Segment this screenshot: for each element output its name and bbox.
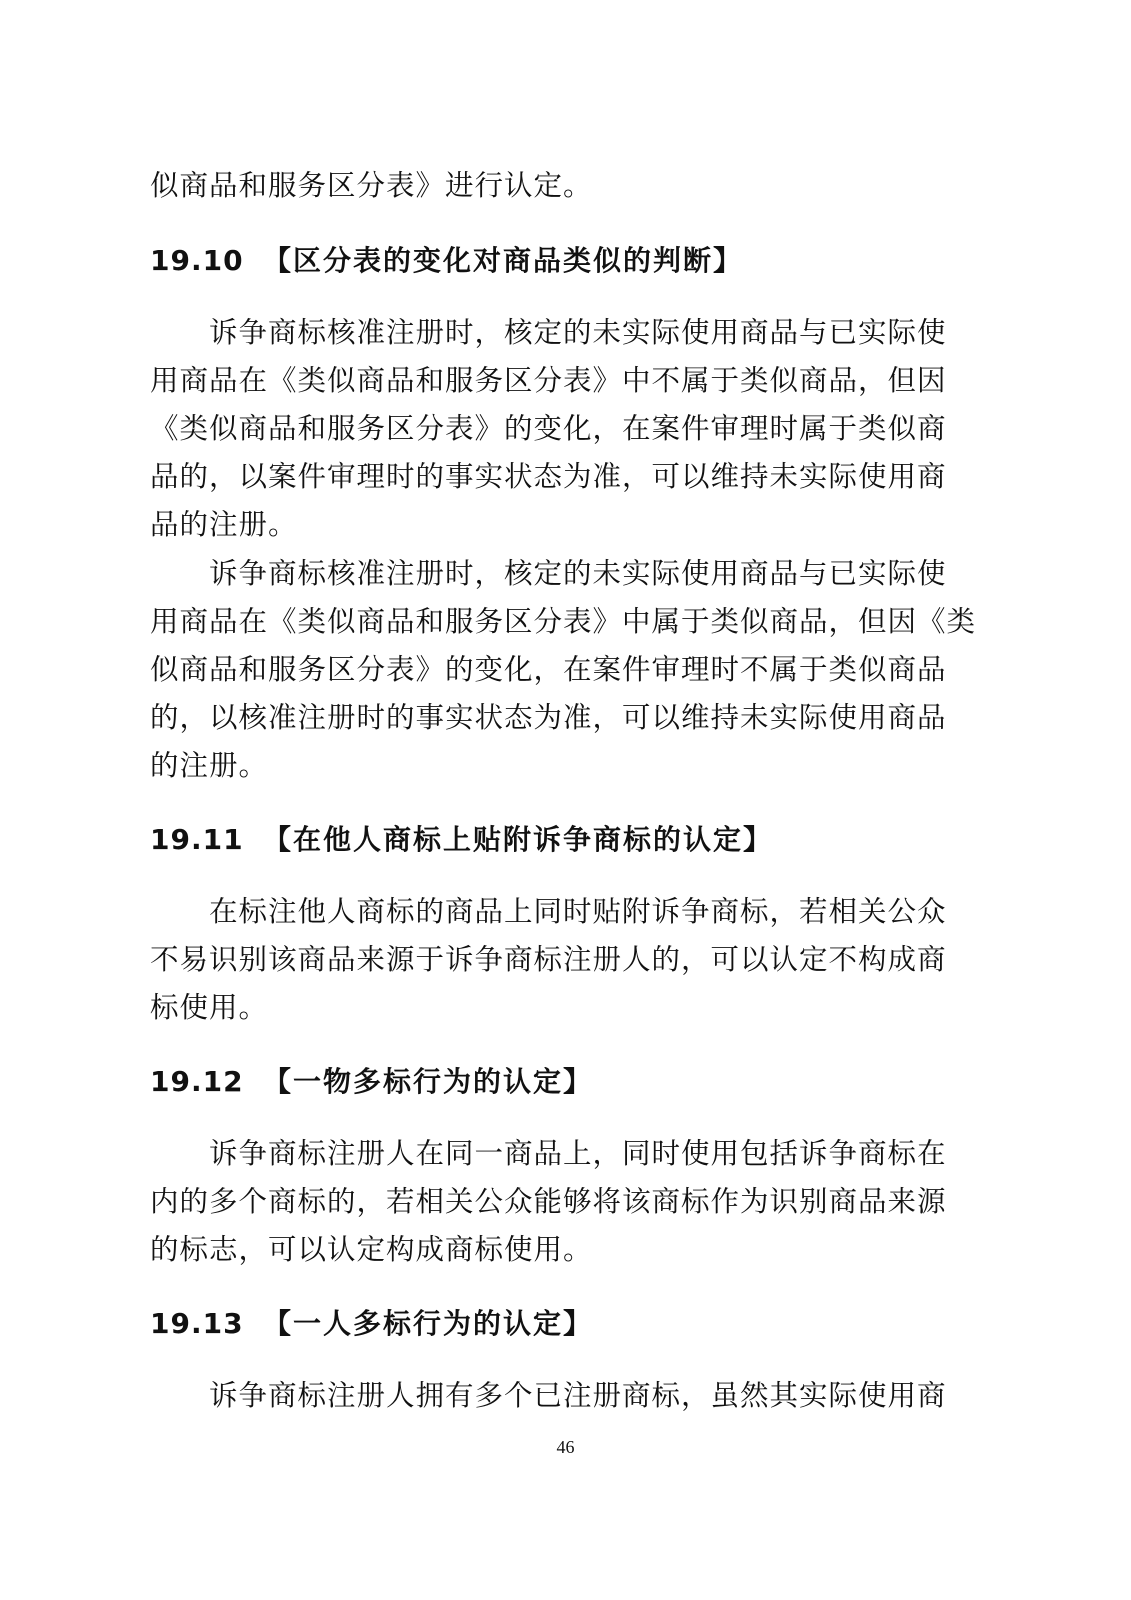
paragraph-line: 的，以核准注册时的事实状态为准，可以维持未实际使用商品	[150, 701, 947, 734]
paragraph-line: 诉争商标核准注册时，核定的未实际使用商品与已实际使	[209, 316, 947, 349]
paragraph-line: 标使用。	[150, 991, 269, 1024]
paragraph-line: 诉争商标注册人拥有多个已注册商标，虽然其实际使用商	[209, 1379, 947, 1412]
section-title: 【区分表的变化对商品类似的判断】	[263, 244, 744, 277]
section-number: 19.12	[150, 1065, 244, 1098]
paragraph-line: 在标注他人商标的商品上同时贴附诉争商标，若相关公众	[209, 895, 947, 928]
paragraph-line: 用商品在《类似商品和服务区分表》中不属于类似商品，但因	[150, 364, 947, 397]
paragraph-line: 的注册。	[150, 749, 269, 782]
continuation-line: 似商品和服务区分表》进行认定。	[150, 169, 593, 202]
paragraph-line: 品的注册。	[150, 508, 298, 541]
page-number: 46	[556, 1437, 575, 1457]
paragraph-line: 不易识别该商品来源于诉争商标注册人的，可以认定不构成商	[150, 943, 947, 976]
section-heading	[150, 1062, 593, 1102]
section-title: 【在他人商标上贴附诉争商标的认定】	[263, 823, 774, 856]
paragraph-line: 似商品和服务区分表》的变化，在案件审理时不属于类似商品	[150, 653, 947, 686]
paragraph-line: 品的，以案件审理时的事实状态为准，可以维持未实际使用商	[150, 460, 947, 493]
paragraph-line: 的标志，可以认定构成商标使用。	[150, 1233, 593, 1266]
paragraph-line: 《类似商品和服务区分表》的变化，在案件审理时属于类似商	[150, 412, 947, 445]
section-heading	[150, 820, 773, 860]
section-number: 19.13	[150, 1307, 244, 1340]
paragraph-line: 用商品在《类似商品和服务区分表》中属于类似商品，但因《类	[150, 605, 977, 638]
paragraph-line: 诉争商标注册人在同一商品上，同时使用包括诉争商标在	[209, 1137, 947, 1170]
section-number: 19.11	[150, 823, 244, 856]
paragraph-line: 诉争商标核准注册时，核定的未实际使用商品与已实际使	[209, 557, 947, 590]
section-title: 【一物多标行为的认定】	[263, 1065, 594, 1098]
section-heading	[150, 1304, 593, 1344]
section-number: 19.10	[150, 244, 244, 277]
section-heading	[150, 241, 743, 281]
section-title: 【一人多标行为的认定】	[263, 1307, 594, 1340]
paragraph-line: 内的多个商标的，若相关公众能够将该商标作为识别商品来源	[150, 1185, 947, 1218]
